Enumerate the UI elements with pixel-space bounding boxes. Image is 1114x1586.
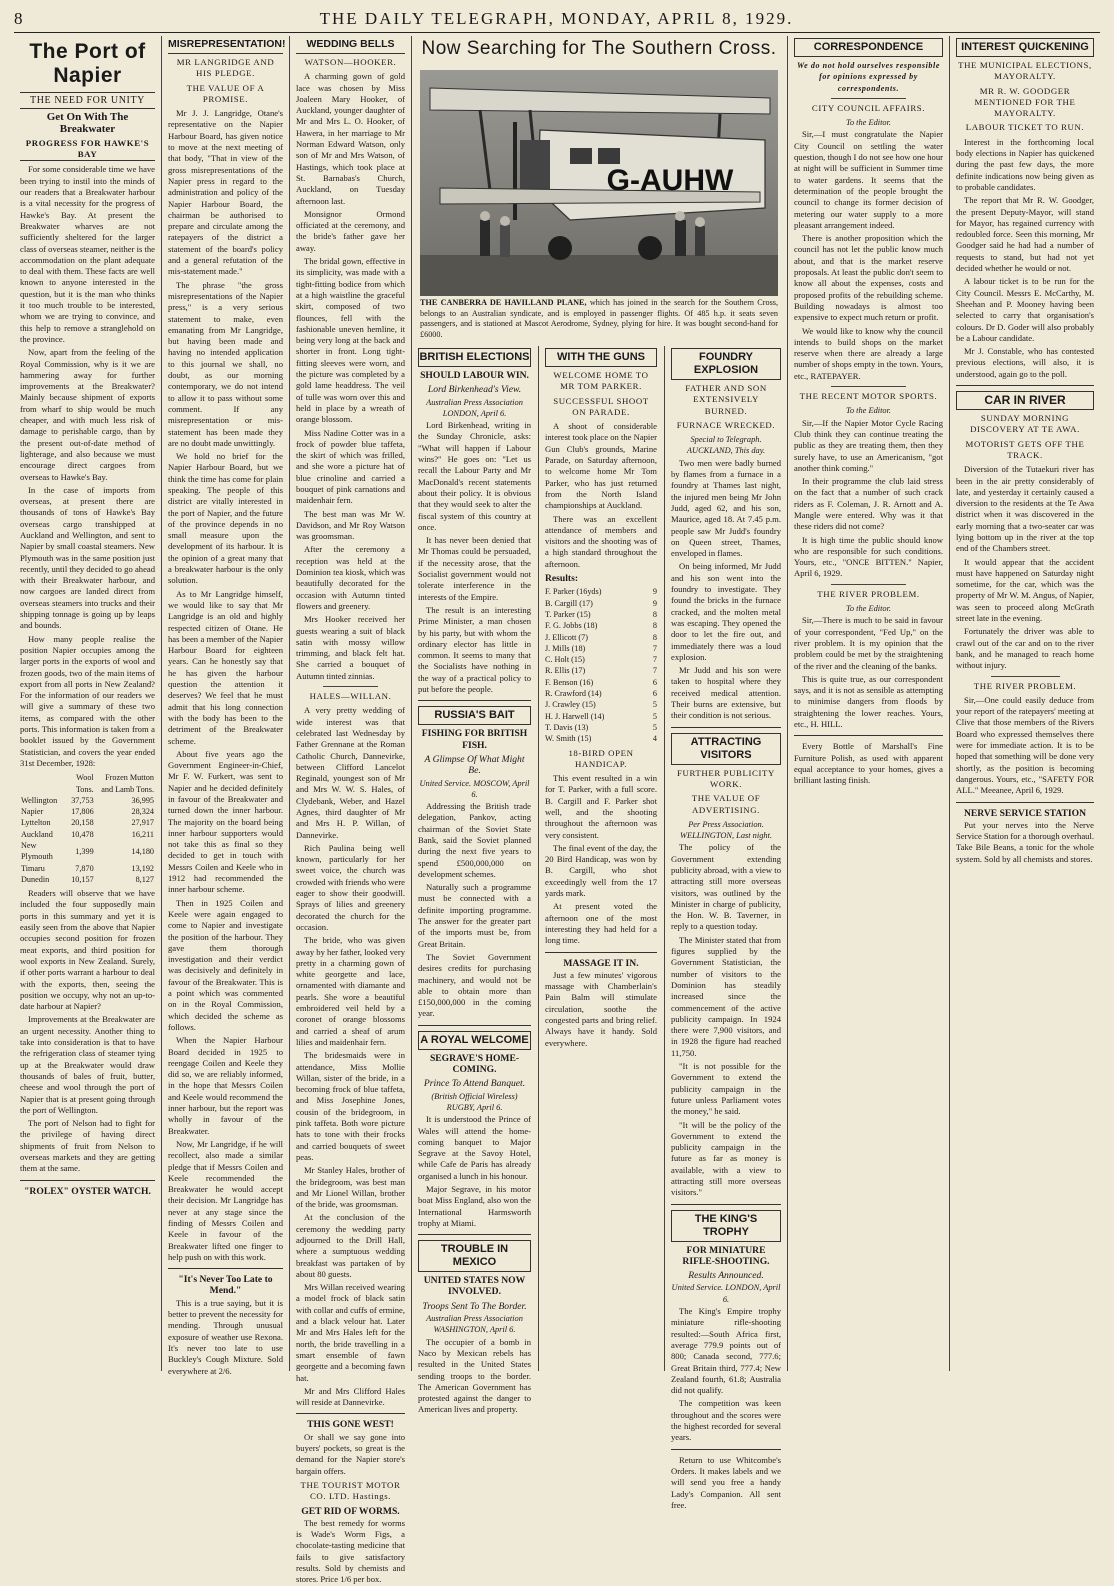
table-cell: 28,324: [131, 807, 154, 817]
list-item: [545, 586, 657, 597]
shooter-name: F. Parker (16yds): [545, 587, 602, 597]
table-header: [20, 772, 64, 795]
exports-table: [20, 772, 155, 885]
list-item: [545, 722, 657, 733]
headline-russias-bait: RUSSIA'S BAIT: [418, 706, 531, 725]
headline-wedding-bells: WEDDING BELLS: [296, 38, 405, 54]
headline-interest-quickening: INTEREST QUICKENING: [956, 38, 1094, 57]
shooter-name: R. Ellis (17): [545, 666, 586, 676]
paragraph: A shoot of considerable interest took place on the Napier Gun Club's grounds, Marine Parade, on Saturday afternoon, to welcome home Mr Tom Parker, who has just returned from the North Island championships at Auckland.: [545, 421, 657, 511]
divider: [20, 1180, 155, 1181]
divider: [545, 952, 657, 953]
subhead: WELCOME HOME TO MR TOM PARKER.: [553, 370, 649, 392]
table-cell: 17,806: [71, 807, 94, 817]
paragraph: It has never been denied that Mr Thomas could be persuaded, if the necessity arose, that the Socialist government would not tolerate interference in the interests of the Empire.: [418, 535, 531, 602]
table-cell: Dunedin: [21, 874, 50, 884]
subhead: THE VALUE OF ADVERTISING.: [691, 793, 761, 815]
shooter-score: 9: [652, 598, 657, 608]
shooter-score: 7: [652, 643, 657, 653]
shooter-name: F. G. Jobbs (18): [545, 621, 598, 631]
shooter-score: 4: [652, 734, 657, 744]
paragraph: Mr Judd and his son were taken to hospital where they received medical attention. Their burns are extensive, but their condition is not serious.: [671, 665, 781, 721]
shooter-score: 8: [652, 609, 657, 619]
paragraph: Now, apart from the feeling of the Royal Commission, why is it we are hammering away for further improvements at the Breakwater? Mainly because shipment of exports from wharf to ship would be much cheaper, and with much less risk of damage to perishable cargo, than by the present out-of-date method of lighterage, and also because we must encourage direct cargoes from overseas to Hawke's Bay.: [20, 347, 155, 482]
divider: [418, 700, 531, 701]
paragraph: Miss Nadine Cotter was in a frock of powder blue taffeta, the skirt of which was frilled, and she wore a picture hat of blue crinoline and carried a bouquet of pink carnations and maidenhair fern.: [296, 427, 405, 506]
table-cell: Napier: [21, 807, 44, 817]
table-row: [20, 806, 155, 817]
paragraph: This is quite true, as our correspondent says, and it is not as sensible as attempting to minimise dangers from floods by straightening the lower reaches. Yours, etc., H. HILL.: [794, 673, 943, 730]
paragraph: The report that Mr R. W. Goodger, the present Deputy-Mayor, will stand for Mayor, has regained currency with redoubled force. Seen this morning, Mr Goodger said he had had a number of requests to stand, but had not yet decided whether he would or not.: [956, 195, 1094, 274]
shooter-name: R. Crawford (14): [545, 689, 602, 699]
list-item: [545, 643, 657, 654]
table-cell: Auckland: [21, 829, 53, 839]
paragraph: This event resulted in a win for T. Parker, with a full score. B. Cargill and F. Parker shot well, and the shooting throughout the afternoon was very consistent.: [545, 773, 657, 840]
paragraph: The bridesmaids were in attendance, Miss Mollie Willan, sister of the bride, in a becoming frock of blue taffeta, and Miss Josephine Jones, cousin of the bridegroom, in pink taffeta. Both wore picture hats to tone with their frocks and carried bouquets of sweet peas.: [296, 1050, 405, 1162]
column-misrepresentation: [162, 36, 289, 1376]
column-with-the-guns: [539, 346, 663, 1373]
paragraph: The Minister stated that from figures supplied by the Government Statistician, the number of visitors to the Dominion has steadily increased since the commencement of the active publicity campaign. In 1924 there were 7,900 visitors, and in 1928 the figure had reached 11,750.: [671, 934, 781, 1058]
table-cell: 16,211: [131, 829, 154, 839]
divider: [794, 735, 943, 736]
paragraph: Readers will observe that we have included the four supposedly main ports in this summary and yet it is easily seen from the above that Napier occupies second position for frozen meat exports, and third position for wool exports in New Zealand. Surely, if other ports warrant a harbour to deal with the exports, then, seeing the position we occupy, why not an up-to-date harbour at Napier?: [20, 888, 155, 1012]
shooter-name: T. Parker (15): [545, 609, 591, 619]
airplane-photo: [420, 70, 778, 296]
shooter-name: C. Holt (15): [545, 655, 585, 665]
paragraph: Interest in the forthcoming local body elections in Napier has quickened during the past few days, the more definite indications now being given as to probable candidates.: [956, 136, 1094, 192]
subhead: FATHER AND SON EXTENSIVELY BURNED.: [685, 383, 767, 416]
table-cell: 14,180: [131, 846, 154, 856]
paragraph: Mr J. J. Langridge, Otane's representative on the Napier Harbour Board, has given notice to move at the next meeting of that body, "That in view of the gross misrepresentations of the Napier press in regard to the administration and policy of the Napier Harbour Board, the chairman be authorised to prepare and circulate among the ratepayers of the district a statement of the board's policy and a general refutation of the mis-statement made.": [168, 108, 283, 277]
column-british-elections: [412, 346, 537, 1415]
list-item: [545, 620, 657, 631]
paragraph: Sir,—If the Napier Motor Cycle Racing Club think they can continue treating the public as they are treating them, then they surely have, to use an Americanism, "got another think coming.": [794, 417, 943, 473]
paragraph: The final event of the day, the 20 Bird Handicap, was won by B. Cargill, who shot exceedingly well from the 17 yards mark.: [545, 842, 657, 899]
subhead: MR R. W. GOODGER MENTIONED FOR THE MAYORALTY.: [974, 85, 1076, 119]
ad-heading: "ROLEX" OYSTER WATCH.: [24, 1185, 151, 1197]
shooter-score: 6: [652, 677, 657, 687]
ad-text: Every Bottle of Marshall's Fine Furniture Polish, as used with apparent equal acceptance to your homes, gives a brilliant lasting finish.: [794, 741, 943, 786]
paragraph: There is another proposition which the council has not let the public know much about, and that is the market reserve proposals. At least the public don't seem to know all about the expenses, costs and proposed profits of the rebuilding scheme. Building nowadays is almost too expensive to expect much return or profit.: [794, 233, 943, 323]
dateline: Australian Press Association WASHINGTON, April 6.: [426, 1314, 523, 1335]
subhead: THE RIVER PROBLEM.: [973, 680, 1077, 691]
registration-text: G-AUHW: [606, 164, 734, 197]
subhead: FURNACE WRECKED.: [676, 419, 776, 430]
subhead: Troops Sent To The Border.: [422, 1300, 527, 1312]
disclaimer: We do not hold ourselves responsible for opinions expressed by correspondents.: [796, 61, 940, 93]
headline-british-elections: BRITISH ELECTIONS: [418, 348, 531, 367]
table-cell: 1,399: [75, 846, 94, 856]
paragraph: Sir,—I must congratulate the Napier City Council on settling the water question, though I do not see how one hour at night will be sufficient in Summer time to water gardens. It seems that the determination of the people brought the council to change its former decision of metering our water supply to a more pleasant arrangement indeed.: [794, 129, 943, 230]
shooter-score: 8: [652, 632, 657, 642]
subhead: LABOUR TICKET TO RUN.: [965, 122, 1085, 133]
caption-lead: THE CANBERRA DE HAVILLAND PLANE,: [420, 298, 587, 307]
paragraph: The bride, who was given away by her father, looked very pretty in a charming gown of white georgette and lace, ornamented with diamante and pearls. She wore a beautiful embroidered veil held by a coronet of orange blossoms and carried a sheaf of arum lilies and maidenhair fern.: [296, 935, 405, 1047]
scores-list: [545, 586, 657, 744]
divider: [168, 1268, 283, 1269]
subhead: PROGRESS FOR HAWKE'S BAY: [20, 138, 155, 162]
paragraph: There was an excellent attendance of members and visitors and the shooting was of a high standard throughout the afternoon.: [545, 513, 657, 569]
table-row: [20, 863, 155, 874]
shooter-score: 7: [652, 655, 657, 665]
paragraph: Addressing the British trade delegation, Pankov, acting chairman of the Soviet State Bank, said the Soviet planned during the next five years to spend £500,000,000 on development schemes.: [418, 801, 531, 879]
to-editor: To the Editor.: [845, 118, 892, 128]
subhead: THE NEED FOR UNITY: [20, 92, 155, 109]
shooter-name: F. Benson (16): [545, 677, 594, 687]
table-row: [20, 795, 155, 806]
list-item: [545, 654, 657, 665]
ad-text: The best remedy for worms is Wade's Worm Figs, a chocolate-tasting medicine that fails to give satisfactory results. Sold by chemists and stores. Price 1/6 per box.: [296, 1517, 405, 1585]
list-item: [545, 665, 657, 676]
subhead: WATSON—HOOKER.: [304, 57, 397, 67]
shooter-name: J. Ellicott (7): [545, 632, 588, 642]
paragraph: Diversion of the Tutaekuri river has been in the air pretty considerably of late, and yesterday it certainly caused a diversion to the residents at the Te Awa district when it was discovered in the early morning that a two-seater car was lying bottom up in the river at the top end of the Chambers street.: [956, 464, 1094, 554]
headline-with-the-guns: WITH THE GUNS: [545, 348, 657, 367]
shooter-score: 9: [652, 587, 657, 597]
ad-heading: NERVE SERVICE STATION: [963, 807, 1087, 819]
ad-text: This is a true saying, but it is better to prevent the necessity for mending. Through unusual exposure of weather use Rexona. It's never too late to use Buckley's Cough Mixture. Sold everywhere at 2/6.: [168, 1297, 283, 1376]
subhead: THE MUNICIPAL ELECTIONS, MAYORALTY.: [958, 60, 1092, 82]
divider: [418, 1025, 531, 1026]
paragraph: How many people realise the position Napier occupies among the larger ports in the exports of wool and frozen goods, two of the main items of export from all ports in New Zealand? For the information of our readers we will give a summary of these two items, as compared with the other ports. This information is taken from a booklet issued by the Government Statistician, and covers the year ended 31st December, 1928:: [20, 633, 155, 768]
dateline: Special to Telegraph. AUCKLAND, This day.: [686, 435, 766, 456]
subhead: MR LANGRIDGE AND HIS PLEDGE.: [176, 57, 275, 79]
ad-heading: MASSAGE IT IN.: [563, 957, 639, 969]
shooter-name: T. Davis (13): [545, 722, 589, 732]
subhead: Prince To Attend Banquet.: [423, 1078, 526, 1090]
headline-car-in-river: CAR IN RIVER: [956, 391, 1094, 410]
subhead: A Glimpse Of What Might Be.: [424, 753, 525, 777]
table-cell: 8,127: [135, 874, 154, 884]
paragraph: The King's Empire trophy miniature rifle-shooting resulted:—South Africa first, average 779.9 points out of 800; Canada second, 777.6; Great Britain third, 777.4; New Zealand fourth, 61.8; Australia did not qualify.: [671, 1306, 781, 1396]
shooter-name: B. Cargill (17): [545, 598, 593, 608]
shooter-name: W. Smith (15): [545, 734, 592, 744]
paragraph: "It will be the policy of the Government to extend the publicity campaign in the future as far as money is available, with a view to attracting still more overseas visitors.": [671, 1119, 781, 1198]
headline-attracting-visitors: ATTRACTING VISITORS: [671, 733, 781, 765]
paragraph: The policy of the Government extending publicity abroad, with a view to attracting still more overseas visitors, was outlined by the Minister in charge of publicity, the Hon. W. B. Taverner, in reply to a question today.: [671, 842, 781, 932]
subhead: SUCCESSFUL SHOOT ON PARADE.: [553, 395, 649, 417]
subhead: THE RECENT MOTOR SPORTS.: [799, 391, 938, 402]
paragraph: The best man was Mr W. Davidson, and Mr Roy Watson was groomsman.: [296, 508, 405, 542]
headline-southern-cross: Now Searching for The Southern Cross.: [421, 38, 777, 59]
divider: [831, 584, 906, 585]
paragraph: Mrs Willan received wearing a model frock of black satin with collar and cuffs of ermine, and a black velour hat. Later Mr and Mrs Hales left for the north, the bride travelling in a smart ensemble of fawn georgette and a becoming fawn hat.: [296, 1282, 405, 1383]
headline-port-of-napier: The Port of Napier: [29, 40, 146, 87]
table-cell: 13,192: [131, 863, 154, 873]
table-row: [20, 874, 155, 885]
column-port-of-napier: [14, 36, 161, 1373]
headline-correspondence: CORRESPONDENCE: [794, 38, 943, 57]
paragraph: The occupier of a bomb in Naco by Mexican rebels has resulted in the United States sending troops to the border. The American Government has protested against the danger to American lives and property.: [418, 1336, 531, 1415]
subhead: Lord Birkenhead's View.: [427, 384, 522, 396]
divider: [296, 1413, 405, 1414]
paragraph: Lord Birkenhead, writing in the Sunday Chronicle, asks: "What will happen if Labour wins?" He goes on: "Let us recall the Labour Party and Mr MacDonald's recent statements about their policy. It is obvious that they would seek to alter the fiscal system of this country at once.: [418, 420, 531, 532]
table-header-row: [20, 772, 155, 795]
table-cell: Wellington: [21, 795, 58, 805]
dateline: (British Official Wireless) RUGBY, April 6.: [431, 1091, 518, 1112]
table-cell: New Plymouth: [21, 841, 53, 862]
divider: [323, 686, 378, 687]
dateline: United Service. LONDON, April 6.: [671, 1283, 781, 1304]
shooter-score: 5: [652, 711, 657, 721]
table-header: Wool Tons.: [75, 773, 94, 794]
column-foundry-explosion: [665, 346, 787, 1510]
shooter-score: 8: [652, 621, 657, 631]
paragraph: In their programme the club laid stress on the fact that a number of such crack riders as F. Coleman, J. R. Arnott and A. Mangle were entered. Why was it that these riders did not come?: [794, 476, 943, 532]
list-item: [545, 677, 657, 688]
shooter-score: 5: [652, 700, 657, 710]
paragraph: In the case of imports from overseas, at present there are thousands of tons of Hawke's Bay overseas cargo transhipped at Auckland and Wellington, and sent to Napier by small coastal steamers. New Plymouth was in the same position just recently, until they decided to go ahead with their Breakwater harbour, and now cargoes are landed direct from overseas steamers into trucks and their shipping tonnage is going up by leaps and bounds.: [20, 484, 155, 631]
paragraph: At the conclusion of the ceremony the wedding party adjourned to the Drill Hall, where a sumptuous wedding breakfast was partaken of by about 80 guests.: [296, 1212, 405, 1279]
scores-title: Results:: [545, 573, 579, 585]
dateline: Australian Press Association LONDON, April 6.: [426, 397, 523, 418]
divider: [991, 676, 1060, 677]
ad-heading: "It's Never Too Late to Mend.": [178, 1274, 273, 1297]
paragraph: Rich Paulina being well known, particularly for her sweet voice, the church was crowded with friends who were eager to show their goodwill. Sprays of lilies and greenery decorated the church for the occasion.: [296, 842, 405, 932]
paragraph: The bridal gown, effective in its simplicity, was made with a tight-fitting bodice from which at a high waistline the graceful skirt, composed of two flounces, fell with the fashionable uneven hemline, it being very long at the back and shorter in front. Long tight-fitting sleeves were worn, and the picture was completed by a gold lame headdress. The veil of tulle was worn over this and held in place by a wreath of orange blossom.: [296, 256, 405, 425]
ad-heading: THIS GONE WEST!: [307, 1419, 394, 1431]
shooter-name: J. Mills (18): [545, 643, 586, 653]
table-cell: 36,995: [131, 795, 154, 805]
paragraph: Improvements at the Breakwater are an urgent necessity. Another thing to take into consideration is that to have the refrigeration class of steamer tying up at the Breakwater would draw thousands of bales of fruit, butter, cheese and wool through the port of Napier that is at present going through the port of Wellington.: [20, 1014, 155, 1115]
paragraph: The competition was keen throughout and the scores were the highest recorded for several years.: [671, 1398, 781, 1443]
column-correspondence: [788, 36, 949, 1373]
table-cell: 37,753: [71, 795, 94, 805]
page-number: 8: [14, 9, 23, 28]
paragraph: A very pretty wedding of wide interest was that celebrated last Wednesday by Father Grennane at the Roman Catholic Church, Dannevirke, between Clifford Lancelot Reginald, youngest son of Mr and Mrs W. W. S. Hales, of Clydebank, Weber, and Hazel Agnes, third daughter of Mr and Mrs H. P. Willan, of Dannevirke.: [296, 705, 405, 840]
shooter-name: J. Crawley (15): [545, 700, 596, 710]
paragraph: A labour ticket is to be run for the City Council. Messrs E. McCarthy, M. Sheehan and P. Mooney having been selected to carry that organisation's colours. Dr D. Goder will also probably be a Labour candidate.: [956, 276, 1094, 343]
paragraph: Major Segrave, in his motor boat Miss England, also won the International Harmsworth trophy at Miami.: [418, 1184, 531, 1228]
subhead: Results Announced.: [688, 1270, 764, 1282]
table-cell: Lyttelton: [21, 818, 51, 828]
divider: [671, 1204, 781, 1205]
table-header: Frozen Mutton and Lamb Tons.: [101, 773, 154, 794]
list-item: [545, 733, 657, 744]
paragraph: Sir,—One could easily deduce from your report of the ratepayers' meeting at Clive that those members of the Rivers Board who expressed themselves there were for immediate action. It is to be hoped that something will be done very shortly, as the position is becoming dangerous. Yours, etc., "SAFETY FOR ALL." Meeanee, April 6, 1929.: [956, 694, 1094, 796]
subhead: FURTHER PUBLICITY WORK.: [677, 767, 775, 789]
divider: [418, 1234, 531, 1235]
paragraph: As to Mr Langridge himself, we would like to say that Mr Langridge is an old and highly respected citizen of Otane. He has been a member of the Napier Harbour Board for eighteen years. Can he honestly say that he has given the harbour question the attention it deserves? We feel that he must admit that his long connection with the body has been to the detriment of the Breakwater scheme.: [168, 588, 283, 746]
list-item: [545, 711, 657, 722]
list-item: [545, 609, 657, 620]
ad-heading: GET RID OF WORMS.: [301, 1505, 400, 1517]
paragraph: It is high time the public should know who are responsible for such conditions. Yours, etc., "ONCE BITTEN." Napier, April 6, 1929.: [794, 534, 943, 579]
subhead: 18-BIRD OPEN HANDICAP.: [568, 747, 634, 769]
subhead: Get On With The Breakwater: [46, 111, 129, 135]
paragraph: On being informed, Mr Judd and his son went into the foundry to investigate. They found the bricks in the furnace cracked, and the molten metal was escaping. They opened the door to let the fire out, and immediately there was a loud explosion.: [671, 561, 781, 662]
divider: [831, 98, 906, 99]
table-cell: 10,478: [71, 829, 94, 839]
ad-heading: THE TOURIST MOTOR CO. LTD. Hastings.: [300, 1479, 401, 1502]
subhead: THE RIVER PROBLEM.: [817, 588, 920, 599]
paragraph: The Soviet Government desires credits for purchasing machinery, and would not be able to obtain more than £150,000,000 in the coming year.: [418, 951, 531, 1019]
caption-text: which has joined in the search for the Southern Cross, belongs to an Australian syndicate, and is employed in passenger flights. Of 485 h.p. it seats seven passengers, and is stationed at Mascot Aerodrome, Sydney, plying for hire. It was bought second-hand for £6000.: [420, 298, 779, 339]
to-editor: To the Editor.: [845, 604, 892, 614]
headline-trouble-in-mexico: TROUBLE IN MEXICO: [418, 1240, 531, 1272]
to-editor: To the Editor.: [845, 406, 892, 416]
column-interest-quickening: [950, 36, 1100, 1373]
headline-misrepresentation: MISREPRESENTATION!: [168, 38, 283, 54]
subhead: UNITED STATES NOW INVOLVED.: [423, 1275, 526, 1298]
paragraph: Then in 1925 Coilen and Keele were again engaged to come to Napier and investigate the position of the harbour. They gave them thorough investigation and their verdict was decisively and definitely in favour of the Breakwater. This is a point which was commented on in the Royal Commission, which decided the scheme as follows.: [168, 897, 283, 1032]
table-row: [20, 817, 155, 828]
paragraph: It is understood the Prince of Wales will attend the home-coming banquet to Major Segrave at the Savoy Hotel, while Cafe de Paris has already organised a lunch in his honour.: [418, 1114, 531, 1181]
paragraph: Mr J. Constable, who has contested previous elections, will also, it is understood, again go to the poll.: [956, 346, 1094, 379]
subhead: CITY COUNCIL AFFAIRS.: [811, 102, 926, 113]
table-cell: 27,917: [131, 818, 154, 828]
divider: [956, 802, 1094, 803]
shooter-name: H. J. Harwell (14): [545, 711, 605, 721]
photo-caption: [420, 298, 778, 340]
paragraph: After the ceremony a reception was held at the Dominion tea kiosk, which was beautifully decorated for the occasion with Autumn tinted flowers and greenery.: [296, 544, 405, 611]
divider: [671, 727, 781, 728]
paragraph: Now, Mr Langridge, if he will recollect, also made a similar pledge that if Messrs Coilen and Keele recommended the Breakwater he would accept their decision. Mr Langridge has never at any stage since the finding of Messrs Coilen and Keele in favour of the Breakwater lifted one finger to help push on with this work.: [168, 1138, 283, 1262]
paragraph: Sir,—There is much to be said in favour of your correspondent, "Fed Up," on the river problem. It is my opinion that the problem could be met by the straightening of the river and the cleaning of the banks.: [794, 615, 943, 671]
paragraph: A charming gown of gold lace was chosen by Miss Joaleen Mary Hooker, of Auckland, younger daughter of Mr and Mrs L. O. Hooker, of Hawera, in her marriage to Mr Norman Edward Watson, only son of Mr and Mrs Watson, of Hastings, which took place at St. Barnabas's Church, Auckland, on Tuesday afternoon last.: [296, 71, 405, 206]
table-cell: Timaru: [21, 863, 45, 873]
dateline: United Service. MOSCOW, April 6.: [419, 778, 530, 799]
list-item: [545, 598, 657, 609]
subhead: SUNDAY MORNING DISCOVERY AT TE AWA.: [970, 413, 1080, 435]
paragraph: We would like to know why the council intends to build shops on the market reserve when there are already a large number of shops empty in the town. Yours, etc., RATEPAYER.: [794, 325, 943, 381]
airplane-illustration: [420, 70, 778, 296]
divider: [956, 385, 1094, 386]
table-cell: 20,158: [71, 818, 94, 828]
paragraph: The port of Nelson had to fight for the privilege of having direct shipments of fruit from Nelson to overseas markets and they are getting them at the same.: [20, 1118, 155, 1174]
paragraph: For some considerable time we have been trying to instil into the minds of our readers that a Breakwater harbour is a vital necessity for the progress of Hawke's Bay. At present the Breakwater wharves are not sufficiently sheltered for the larger class of overseas steamer, neither is the accommodation on the plant adequate to deal with them. These facts are well known to anyone interested in the question, but it is the man who thinks it too much trouble to be interested, whom we are trying to convince, and this help to remove a stranglehold on the province.: [20, 164, 155, 344]
subhead: MOTORIST GETS OFF THE TRACK.: [965, 438, 1085, 460]
shooter-score: 5: [652, 722, 657, 732]
paragraph: Naturally such a programme must be connected with a definite importing programme. The answer for the greater part of the imports must be, from Great Britain.: [418, 882, 531, 949]
subhead: SEGRAVE'S HOME-COMING.: [429, 1052, 520, 1076]
paragraph: When the Napier Harbour Board decided in 1925 to reengage Coilen and Keele they did so, we are reliably informed, in the hope that Messrs Coilen and Keele would recommend the inner harbour, but the report was wholly in favour of the Breakwater.: [168, 1035, 283, 1136]
ad-text: Put your nerves into the Nerve Service Station for a thorough overhaul. Take Bile Beans, a tonic for the whole system. Sold by all chemists and stores.: [956, 819, 1094, 864]
subhead: FOR MINIATURE RIFLE-SHOOTING.: [682, 1244, 770, 1267]
headline-foundry-explosion: FOUNDRY EXPLOSION: [671, 348, 781, 380]
table-cell: 7,870: [75, 863, 94, 873]
table-row: [20, 829, 155, 840]
paragraph: About five years ago the Government Engineer-in-Chief, Mr F. W. Furkert, was sent to Napier and he decided definitely in favour of the Breakwater and turned down the inner harbour. The majority on the board being inner harbour supporters would not take this as final so they decided to get in touch with Messrs Coilen and Keele who in 1912 had recommended the inner harbour scheme.: [168, 748, 283, 895]
divider: [831, 386, 906, 387]
paragraph: Mr and Mrs Clifford Hales will reside at Dannevirke.: [296, 1385, 405, 1408]
column-wedding-bells: [290, 36, 411, 1585]
shooter-score: 7: [652, 666, 657, 676]
list-item: [545, 632, 657, 643]
paragraph: We hold no brief for the Napier Harbour Board, but we think the time has come for plain speaking. The people of this district are vitally interested in the port of Napier, and the future of the province depends in no small measure upon the development of its harbour. It is the opinion of a great many that a breakwater harbour is the only solution.: [168, 451, 283, 586]
paragraph: Mrs Hooker received her guests wearing a suit of black satin with mossy willow trimming, and black felt hat. She carried a bouquet of Autumn tinted zinnias.: [296, 614, 405, 681]
masthead: [14, 6, 1100, 33]
list-item: [545, 699, 657, 710]
ad-text: Return to use Whitcombe's Orders. It makes labels and we will send you free a handy Lady's Companion. All sent free.: [671, 1454, 781, 1510]
table-cell: 10,157: [71, 874, 94, 884]
paragraph: Fortunately the driver was able to crawl out of the car and on to the river bank, and he managed to reach home without injury.: [956, 626, 1094, 671]
paragraph: At present voted the afternoon one of the most interesting they had held for a long time.: [545, 901, 657, 946]
subhead: HALES—WILLAN.: [309, 691, 392, 702]
paragraph: Two men were badly burned by flames from a furnace in a foundry at Thames last night, the injured men being Mr John Judd, aged 62, and his son, Maurice, aged 18. At 7.45 p.m. people saw Mr Judd's foundry on Queen street, Thames, enveloped in flames.: [671, 457, 781, 559]
subhead: THE VALUE OF A PROMISE.: [186, 82, 265, 104]
divider: [671, 1449, 781, 1450]
paragraph: It would appear that the accident must have happened on Saturday night sometime, for the car, which was the property of Mr W. M. Angus, of Napier, was seen to proceed along McGrath street late in the evening.: [956, 556, 1094, 624]
paragraph: Mr Stanley Hales, brother of the bridegroom, was best man and Mr Lionel Willan, brother of the bride, was groomsman.: [296, 1165, 405, 1210]
list-item: [545, 688, 657, 699]
masthead-title: THE DAILY TELEGRAPH, MONDAY, APRIL 8, 1929.: [319, 9, 794, 28]
subhead: FISHING FOR BRITISH FISH.: [421, 728, 528, 751]
paragraph: The phrase "the gross misrepresentations of the Napier press," is a very serious statement to make, even emanating from Mr Langridge, but having been made and having no intended application to this journal we shall, no doubt, as our morning contemporary, we do not intend to allow it to pass without some comment. If any misrepresentation or mis-statement has been made they are no doubt made unwittingly.: [168, 279, 283, 448]
headline-kings-trophy: THE KING'S TROPHY: [671, 1210, 781, 1242]
paragraph: The result is an interesting Prime Minister, a man chosen by his party, but with whom the ordinary elector has little in common. It seems to many that the Socialists have nothing in the way of a practical policy to put before the people.: [418, 604, 531, 695]
dateline: Per Press Association. WELLINGTON, Last night.: [680, 819, 772, 841]
subhead: SHOULD LABOUR WIN.: [420, 370, 529, 381]
shooter-score: 6: [652, 689, 657, 699]
ad-text: Just a few minutes' vigorous massage with Chamberlain's Pain Balm will stimulate circulation, soothe the congested parts and bring relief. Always have it handy. Sold everywhere.: [545, 969, 657, 1048]
ad-text: Or shall we say gone into buyers' pockets, so great is the demand for the Napier store's bargain offers.: [296, 1431, 405, 1476]
headline-royal-welcome: A ROYAL WELCOME: [418, 1031, 531, 1050]
table-row: [20, 840, 155, 863]
paragraph: Monsignor Ormond officiated at the ceremony, and the bride's father gave her away.: [296, 208, 405, 253]
paragraph: "It is not possible for the Government to extend the publicity campaign in the future unless Parliament votes the money," he said.: [671, 1061, 781, 1117]
